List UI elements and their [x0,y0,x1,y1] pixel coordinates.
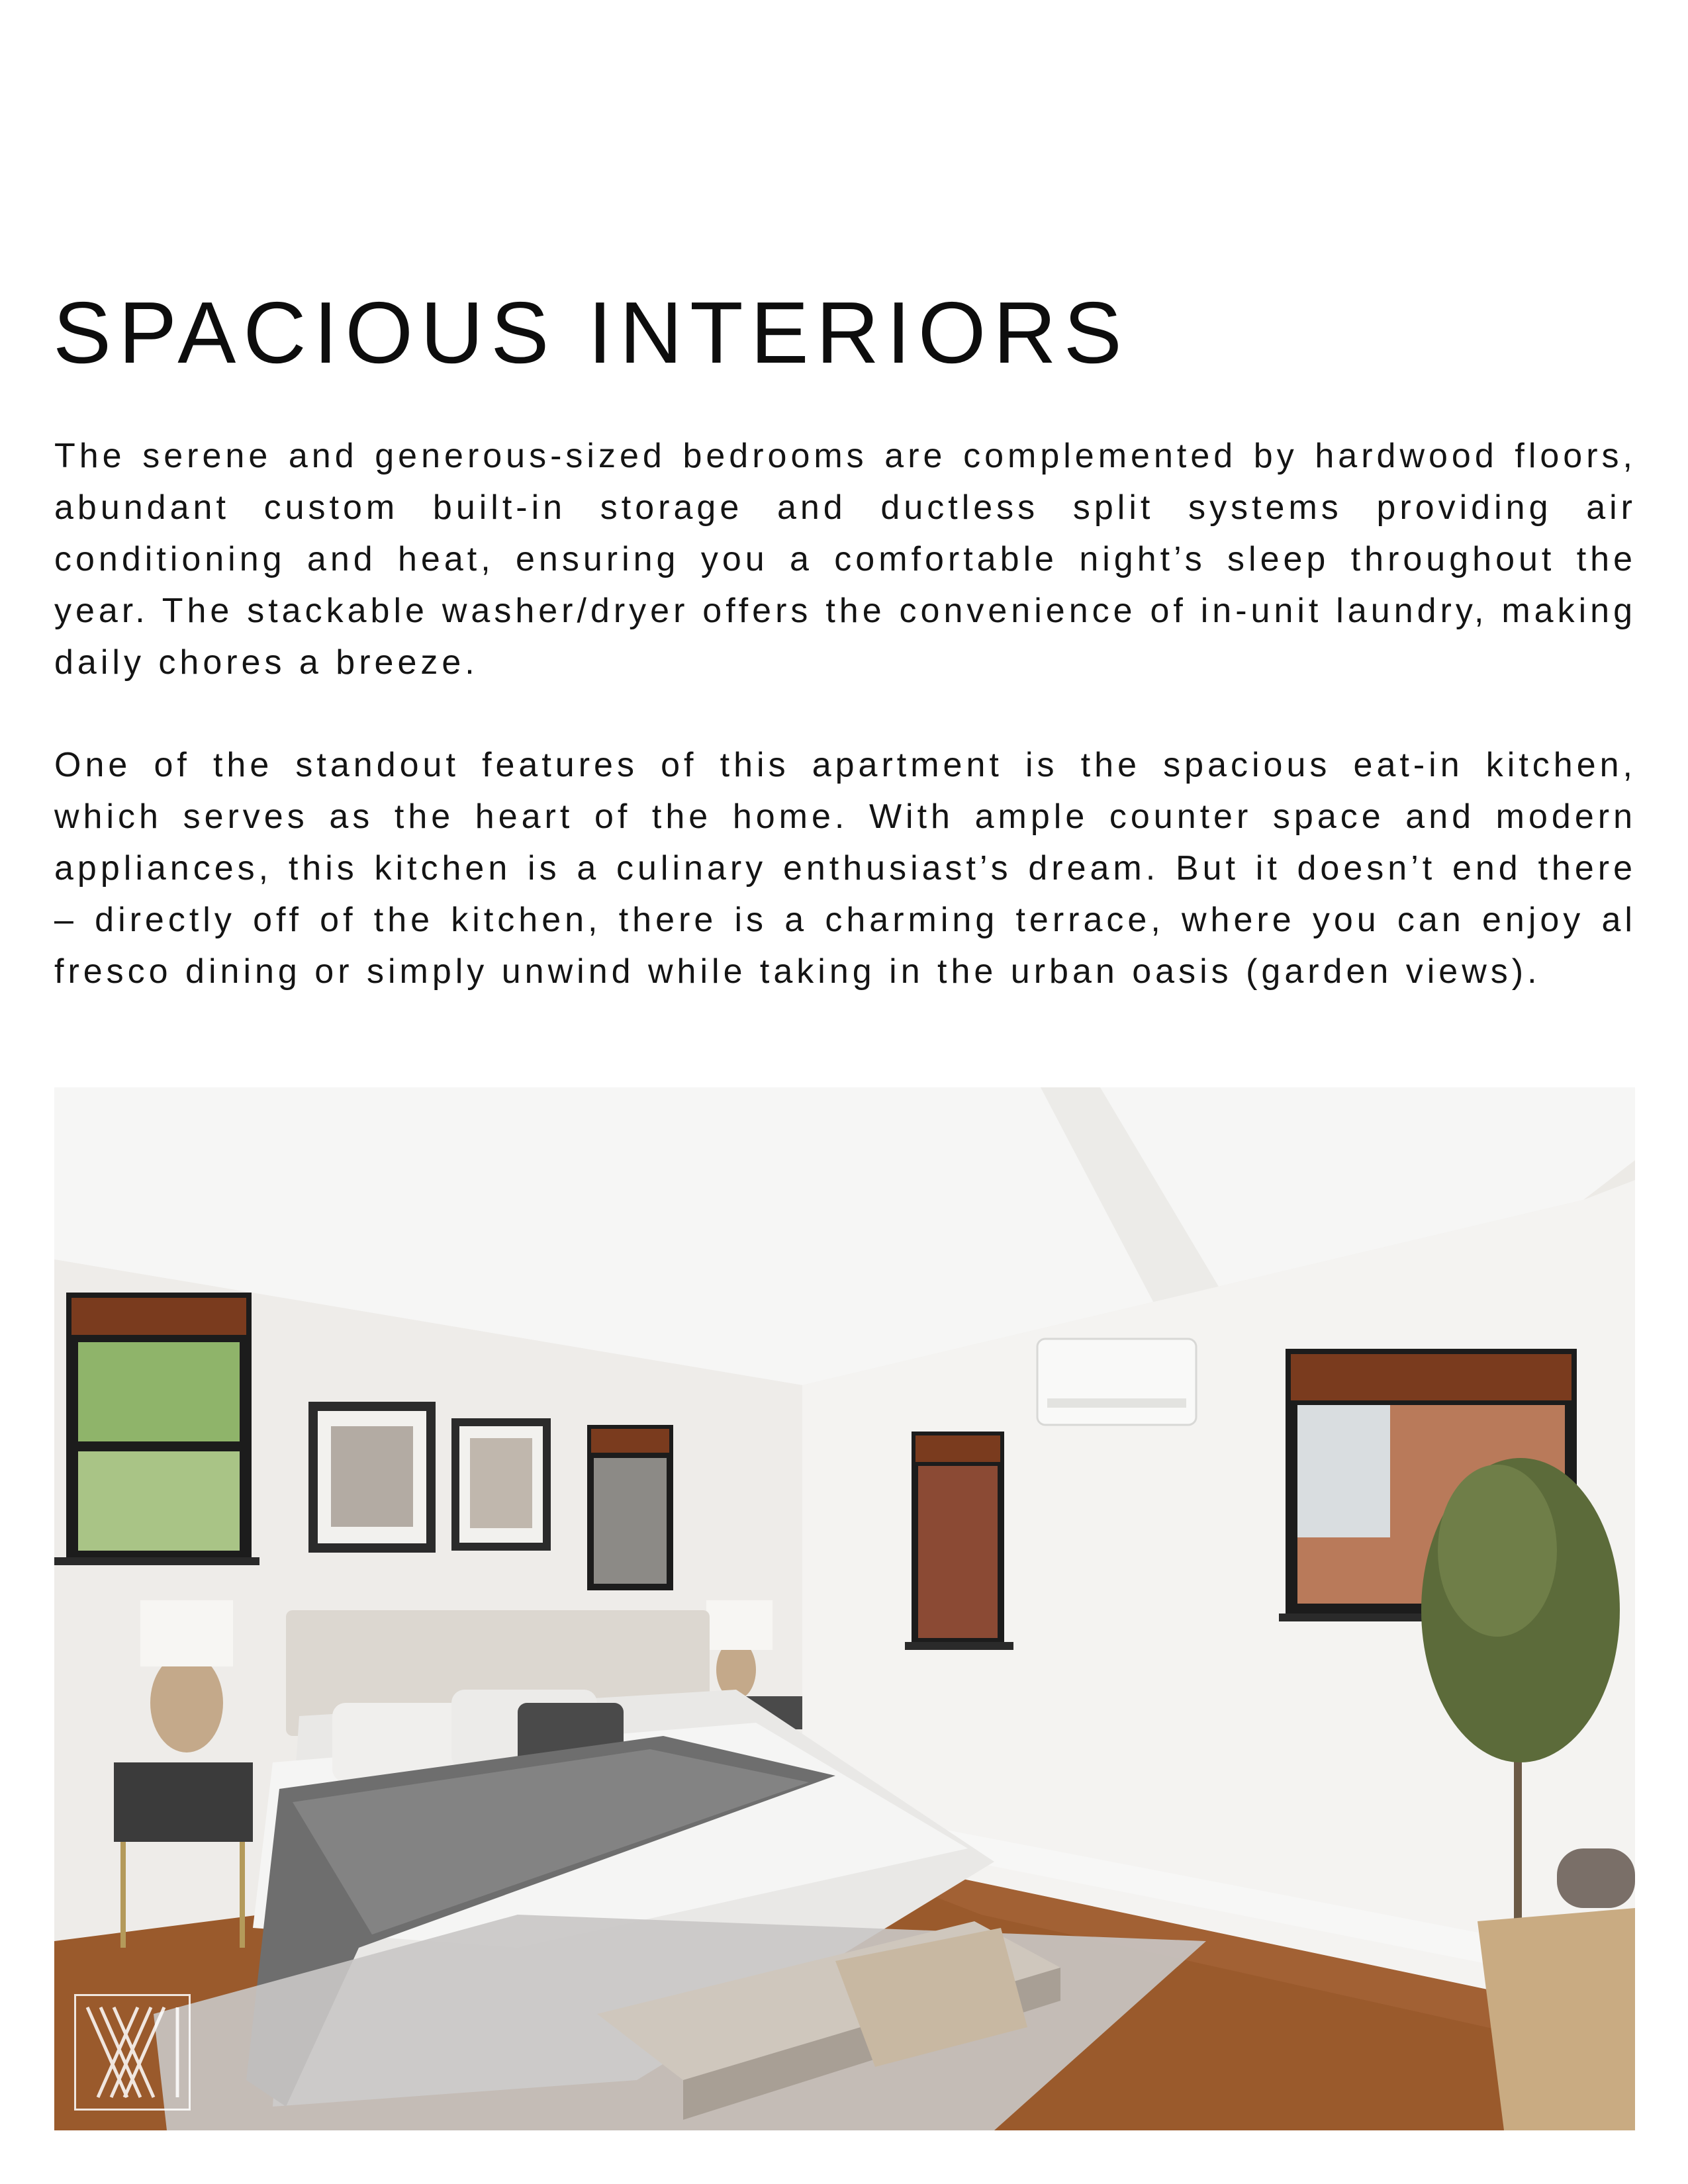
brand-logo [74,1994,191,2111]
page-title: SPACIOUS INTERIORS [53,284,1129,381]
bedroom-photo [54,1087,1635,2130]
body-paragraph-kitchen: One of the standout features of this apartment is the spacious eat-in kitchen, which serves as the heart of the home. With ample counter space and modern appliances, this kitchen is a culinary enthusiast’s dream. But it doesn’t end there – directly off of the kitchen, there is a charming terrace, where you can enjoy al fresco dining or simply unwind while taking in the urban oasis (garden views). [54,746,1636,991]
body-paragraph-bedrooms: The serene and generous-sized bedrooms are complemented by hardwood floors, abundant custom built-in storage and ductless split systems providing air conditioning and heat, ensuring you a comfortable night’s sleep throughout the year. The stackable washer/dryer offers the convenience of in-unit laundry, making daily chores a breeze. [54,437,1636,682]
